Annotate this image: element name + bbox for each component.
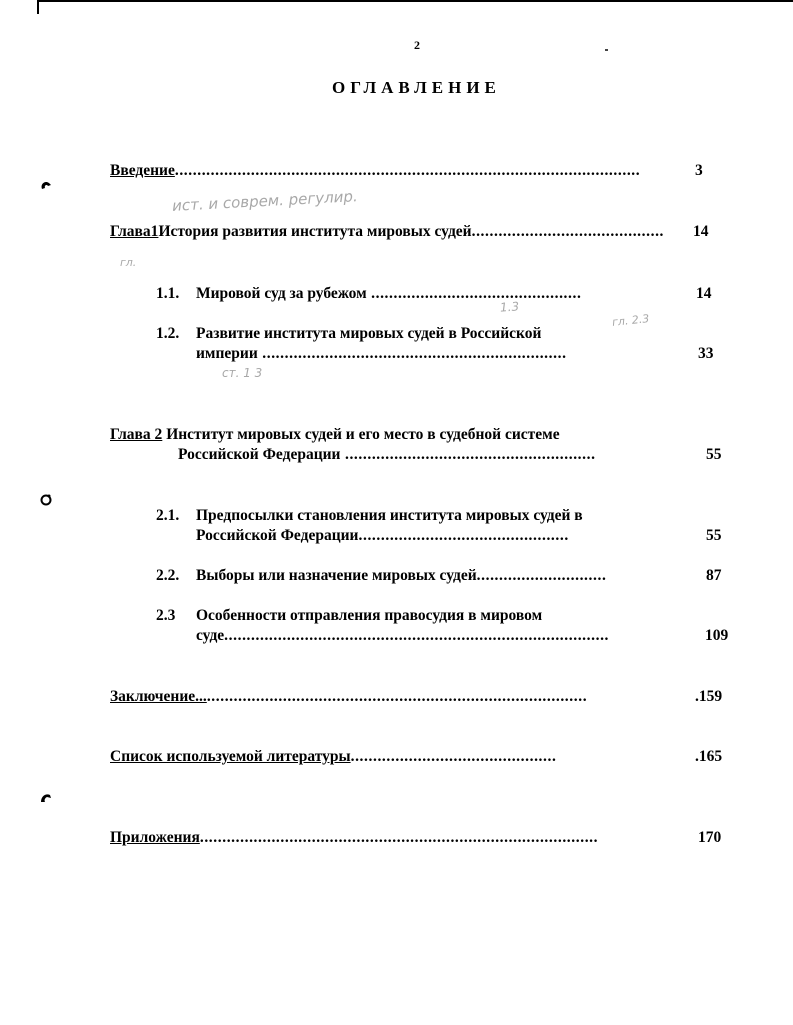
toc-page: 55	[706, 527, 722, 544]
toc-label: Глава1	[110, 223, 159, 240]
toc-entry-1-2-cont[interactable]	[196, 344, 696, 364]
scan-border-left	[37, 0, 39, 14]
toc-page: 87	[706, 567, 722, 584]
toc-dots: ...............................................	[358, 527, 569, 544]
binder-hole-icon	[40, 792, 52, 804]
toc-dots: .........................................................................................	[199, 829, 599, 846]
toc-label: Введение	[110, 162, 175, 179]
toc-entry-chapter-2[interactable]	[110, 425, 710, 445]
toc-label: Заключение...	[110, 688, 207, 705]
toc-entry-2-2[interactable]	[156, 566, 706, 586]
toc-label: Приложения	[110, 829, 200, 846]
toc-page: .159	[695, 688, 723, 705]
toc-label: Глава 2	[110, 426, 163, 443]
toc-number: 1.1.	[156, 285, 180, 302]
toc-entry-references[interactable]	[110, 747, 698, 767]
handwritten-note: 1.3	[499, 299, 520, 315]
toc-entry-2-1[interactable]	[156, 506, 696, 526]
toc-dots: ......................................................................................	[224, 627, 610, 644]
toc-title: Российской Федерации	[196, 527, 359, 544]
toc-title: Институт мировых судей и его место в судебной системе	[166, 426, 560, 443]
toc-dots: ..............................................	[350, 748, 557, 765]
toc-entry-1-1[interactable]	[156, 284, 696, 304]
scan-speck	[605, 49, 608, 51]
toc-title: История развития института мировых судей	[158, 223, 472, 240]
page-number: 2	[414, 38, 420, 52]
toc-title: Особенности отправления правосудия в мировом	[196, 607, 543, 624]
toc-dots: .............................	[476, 567, 607, 584]
toc-dots: ........................................................	[340, 446, 596, 463]
toc-page: 55	[706, 446, 722, 463]
toc-entry-2-1-cont[interactable]	[196, 526, 706, 546]
toc-title: Российской Федерации	[178, 446, 341, 463]
toc-entry-conclusion[interactable]	[110, 687, 698, 707]
toc-entry-chapter-1[interactable]	[110, 222, 693, 242]
toc-dots: ...............................................	[366, 285, 582, 302]
toc-dots: ....................................................................	[257, 345, 567, 362]
toc-dots: .....................................................................................	[206, 688, 588, 705]
toc-title: Мировой суд за рубежом	[196, 285, 367, 302]
toc-entry-intro[interactable]	[110, 161, 710, 181]
toc-page: 14	[696, 285, 712, 302]
handwritten-note: ист. и соврем. регулир.	[171, 187, 359, 215]
page-title: ОГЛАВЛЕНИЕ	[332, 78, 501, 97]
toc-title: Развитие института мировых судей в Российской	[196, 325, 542, 342]
binder-hole-icon	[40, 494, 52, 506]
toc-number: 2.3	[156, 607, 176, 624]
toc-page: 14	[693, 223, 709, 240]
toc-dots: ...........................................	[471, 223, 665, 240]
toc-entry-2-3-cont[interactable]	[196, 626, 706, 646]
scan-border-top	[38, 0, 793, 2]
toc-entry-2-3[interactable]	[156, 606, 696, 626]
toc-entry-appendix[interactable]	[110, 828, 698, 848]
toc-page: 109	[705, 627, 729, 644]
toc-number: 1.2.	[156, 325, 180, 342]
toc-title: суде	[196, 627, 225, 644]
toc-label: Список используемой литературы	[110, 748, 351, 765]
toc-number: 2.2.	[156, 567, 180, 584]
toc-entry-chapter-2-cont[interactable]	[178, 445, 696, 465]
toc-page: .165	[695, 748, 723, 765]
toc-page: 33	[698, 345, 714, 362]
toc-dots: ........................................................................................................	[174, 162, 641, 179]
toc-title: Предпосылки становления института мировых судей в	[196, 507, 583, 524]
toc-title: империи	[196, 345, 258, 362]
handwritten-note: гл.	[120, 256, 137, 269]
handwritten-note: гл. 2.3	[611, 312, 650, 329]
toc-page: 170	[698, 829, 722, 846]
toc-title: Выборы или назначение мировых судей	[196, 567, 477, 584]
toc-number: 2.1.	[156, 507, 180, 524]
toc-page: 3	[695, 162, 703, 179]
handwritten-note: ст. 1 3	[222, 366, 263, 380]
binder-hole-icon	[40, 180, 52, 192]
